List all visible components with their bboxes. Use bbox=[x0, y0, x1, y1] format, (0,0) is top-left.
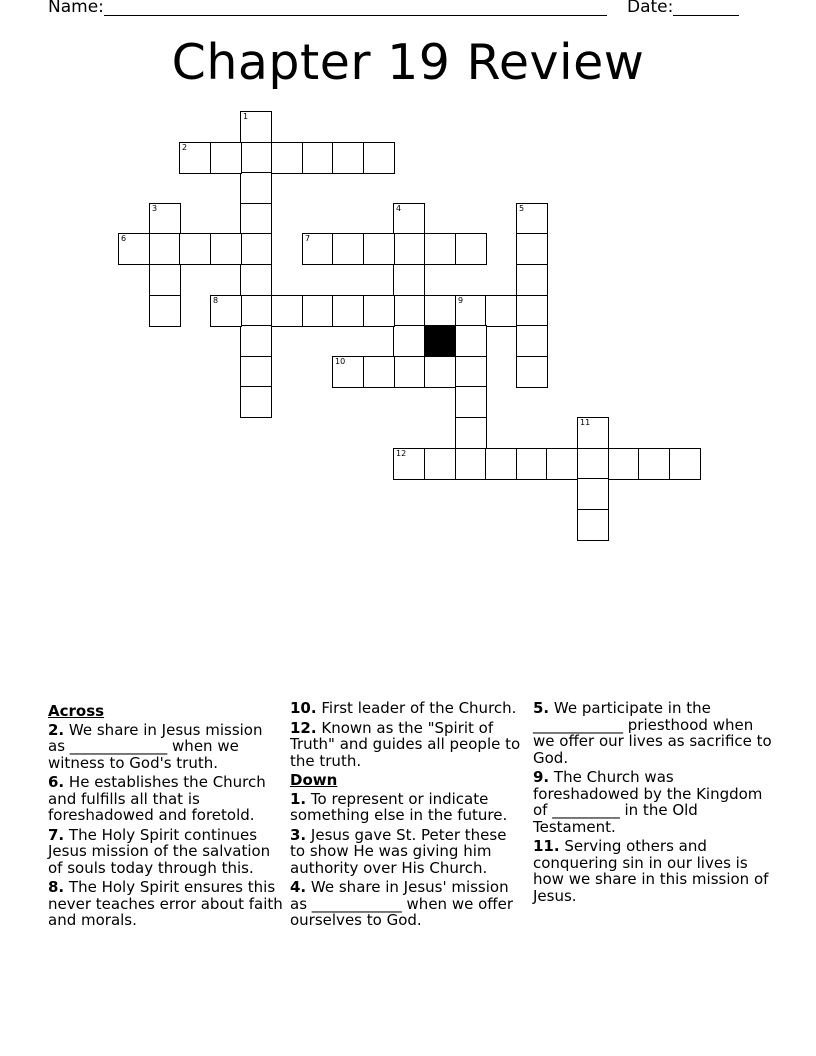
grid-cell[interactable] bbox=[424, 356, 456, 388]
grid-cell[interactable] bbox=[332, 233, 364, 265]
down-heading: Down bbox=[290, 771, 338, 789]
grid-cell[interactable] bbox=[393, 264, 425, 296]
name-label: Name: bbox=[48, 0, 104, 17]
grid-cell[interactable] bbox=[210, 233, 242, 265]
grid-cell[interactable] bbox=[516, 356, 548, 388]
grid-cell[interactable] bbox=[240, 142, 272, 174]
grid-cell[interactable] bbox=[271, 142, 303, 174]
grid-cell[interactable] bbox=[577, 448, 609, 480]
grid-cell[interactable] bbox=[455, 295, 487, 327]
grid-cell[interactable] bbox=[363, 233, 395, 265]
clue-across-7: 7. The Holy Spirit continues Jesus mission of the salvation of souls today through this. bbox=[48, 825, 271, 877]
grid-cell[interactable] bbox=[516, 264, 548, 296]
clue-column-3 bbox=[533, 700, 773, 907]
grid-cell[interactable] bbox=[149, 295, 181, 327]
grid-cell[interactable] bbox=[516, 203, 548, 235]
grid-cell[interactable] bbox=[455, 448, 487, 480]
grid-cell[interactable] bbox=[240, 264, 272, 296]
grid-cell[interactable] bbox=[393, 325, 425, 357]
grid-number: 1 bbox=[243, 112, 249, 121]
grid-cell[interactable] bbox=[424, 233, 456, 265]
clue-across-12: 12. Known as the "Spirit of Truth" and guides all people to the truth. bbox=[290, 718, 521, 770]
grid-cell[interactable] bbox=[302, 295, 334, 327]
grid-cell[interactable] bbox=[302, 142, 334, 174]
clue-across-2: 2. We share in Jesus mission as _____________ when we witness to God's truth. bbox=[48, 720, 263, 772]
grid-cell[interactable] bbox=[210, 295, 242, 327]
grid-cell[interactable] bbox=[363, 142, 395, 174]
clue-column-1 bbox=[48, 700, 284, 932]
page-title: Chapter 19 Review bbox=[171, 34, 645, 91]
grid-number: 4 bbox=[396, 204, 402, 213]
clue-down-9: 9. The Church was foreshadowed by the Kingdom of _________ in the Old Testament. bbox=[533, 768, 763, 836]
grid-cell[interactable] bbox=[485, 448, 517, 480]
date-label: Date: bbox=[627, 0, 674, 17]
grid-cell[interactable] bbox=[393, 356, 425, 388]
clue-down-1: 1. To represent or indicate something else in the future. bbox=[290, 789, 508, 824]
grid-cell[interactable] bbox=[179, 142, 211, 174]
across-heading: Across bbox=[48, 702, 105, 720]
grid-cell[interactable] bbox=[455, 356, 487, 388]
clue-across-8: 8. The Holy Spirit ensures this never teaches error about faith and morals. bbox=[48, 878, 283, 929]
grid-cell[interactable] bbox=[577, 478, 609, 510]
clue-column-2 bbox=[290, 700, 526, 932]
grid-number: 7 bbox=[305, 234, 311, 243]
grid-number: 9 bbox=[458, 296, 464, 305]
grid-number: 12 bbox=[396, 449, 407, 458]
clue-down-4: 4. We share in Jesus' mission as ____________ when we offer ourselves to God. bbox=[290, 878, 513, 929]
grid-cell[interactable] bbox=[332, 142, 364, 174]
grid-cell[interactable] bbox=[455, 386, 487, 418]
grid-cell[interactable] bbox=[577, 417, 609, 449]
grid-cell[interactable] bbox=[485, 295, 517, 327]
grid-cell[interactable] bbox=[577, 509, 609, 541]
grid-number: 8 bbox=[213, 296, 219, 305]
grid-cell[interactable] bbox=[669, 448, 701, 480]
grid-cell[interactable] bbox=[455, 325, 487, 357]
grid-cell[interactable] bbox=[424, 448, 456, 480]
grid-number: 3 bbox=[152, 204, 158, 213]
grid-cell[interactable] bbox=[393, 448, 425, 480]
grid-cell[interactable] bbox=[240, 386, 272, 418]
grid-cell[interactable] bbox=[332, 356, 364, 388]
clue-across-6: 6. He establishes the Church and fulfills all that is foreshadowed and foretold. bbox=[48, 773, 266, 824]
grid-number: 6 bbox=[121, 234, 127, 243]
grid-cell[interactable] bbox=[149, 264, 181, 296]
grid-cell[interactable] bbox=[393, 203, 425, 235]
grid-cell[interactable] bbox=[516, 448, 548, 480]
grid-cell[interactable] bbox=[118, 233, 150, 265]
grid-cell[interactable] bbox=[393, 233, 425, 265]
grid-cell[interactable] bbox=[240, 172, 272, 204]
grid-cell[interactable] bbox=[516, 295, 548, 327]
grid-cell[interactable] bbox=[546, 448, 578, 480]
clue-across-10: 10. First leader of the Church. bbox=[290, 699, 517, 717]
grid-cell[interactable] bbox=[179, 233, 211, 265]
grid-cell[interactable] bbox=[240, 295, 272, 327]
grid-cell[interactable] bbox=[240, 111, 272, 143]
grid-number: 10 bbox=[335, 357, 346, 366]
grid-block bbox=[424, 325, 456, 357]
grid-cell[interactable] bbox=[149, 203, 181, 235]
grid-cell[interactable] bbox=[608, 448, 640, 480]
clue-down-11: 11. Serving others and conquering sin in our lives is how we share in this mission of Jesus. bbox=[533, 837, 769, 905]
grid-cell[interactable] bbox=[149, 233, 181, 265]
grid-cell[interactable] bbox=[393, 295, 425, 327]
grid-cell[interactable] bbox=[638, 448, 670, 480]
grid-cell[interactable] bbox=[302, 233, 334, 265]
grid-cell[interactable] bbox=[455, 233, 487, 265]
grid-cell[interactable] bbox=[271, 295, 303, 327]
grid-cell[interactable] bbox=[424, 295, 456, 327]
grid-number: 2 bbox=[182, 143, 188, 152]
grid-cell[interactable] bbox=[363, 295, 395, 327]
grid-cell[interactable] bbox=[332, 295, 364, 327]
grid-cell[interactable] bbox=[210, 142, 242, 174]
clue-down-5: 5. We participate in the ____________ priesthood when we offer our lives as sacrifice to God. bbox=[533, 699, 772, 767]
grid-cell[interactable] bbox=[240, 356, 272, 388]
grid-cell[interactable] bbox=[240, 233, 272, 265]
grid-number: 11 bbox=[580, 418, 591, 427]
grid-number: 5 bbox=[519, 204, 525, 213]
grid-cell[interactable] bbox=[455, 417, 487, 449]
clue-down-3: 3. Jesus gave St. Peter these to show He was giving him authority over His Church. bbox=[290, 825, 507, 877]
grid-cell[interactable] bbox=[516, 325, 548, 357]
grid-cell[interactable] bbox=[516, 233, 548, 265]
grid-cell[interactable] bbox=[240, 325, 272, 357]
grid-cell[interactable] bbox=[363, 356, 395, 388]
grid-cell[interactable] bbox=[240, 203, 272, 235]
